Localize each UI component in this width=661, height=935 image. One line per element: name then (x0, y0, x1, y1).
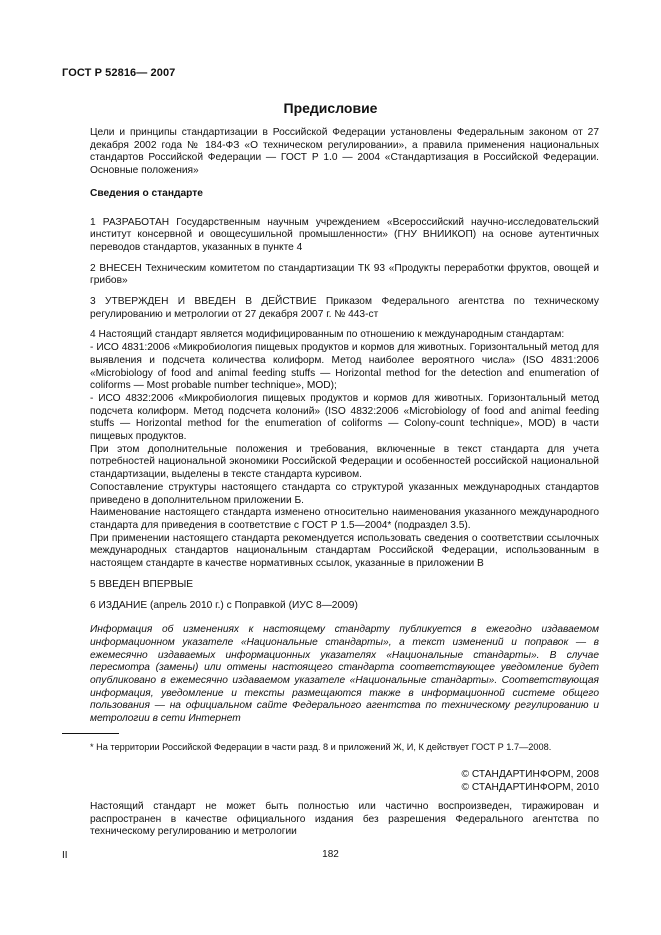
item-4-additions: При этом дополнительные положения и требования, включенные в текст стандарта для учета потребностей национальной экономики Российской Федерации и особенностей российской национальной стандартизации, выделены в тексте стандарта курсивом. (90, 443, 599, 481)
standard-code: ГОСТ Р 52816— 2007 (62, 67, 176, 79)
preface-body (90, 127, 599, 726)
item-1: 1 РАЗРАБОТАН Государственным научным учреждением «Всероссийский научно-исследовательский институт консервной и овощесушильной промышленности» (ГНУ ВНИИКОП) на основе аутентичных переводов стандартов, указанных в пункте 4 (90, 216, 599, 253)
copyright-line-2008: © СТАНДАРТИНФОРМ, 2008 (461, 769, 599, 780)
item-4-references: При применении настоящего стандарта рекомендуется использовать сведения о соответствии ссылочных международных стандартов национальным стандартам Российской Федерации, использованным в настоящем стандарте в качестве нормативных ссылок, указанные в приложении В (90, 532, 599, 570)
item-4-comparison: Сопоставление структуры настоящего стандарта со структурой указанных международных стандартов приведено в дополнительном приложении Б. (90, 481, 599, 506)
item-2: 2 ВНЕСЕН Техническим комитетом по стандартизации ТК 93 «Продукты переработки фруктов, овощей и грибов» (90, 262, 599, 287)
footnote: * На территории Российской Федерации в части разд. 8 и приложений Ж, И, К действует ГОСТ Р 1.7—2008. (90, 742, 552, 752)
item-5: 5 ВВЕДЕН ВПЕРВЫЕ (90, 578, 194, 590)
intro-paragraph: Цели и принципы стандартизации в Российской Федерации установлены Федеральным законом от 27 декабря 2002 года № 184-ФЗ «О техническом регулировании», а правила применения национальных стандартов Российской Федерации — ГОСТ Р 1.0 — 2004 «Стандартизация в Российской Федерации. Основные положения» (90, 127, 599, 177)
page-number: 182 (322, 849, 339, 860)
copyright-line-2010: © СТАНДАРТИНФОРМ, 2010 (461, 782, 599, 793)
item-6: 6 ИЗДАНИЕ (апрель 2010 г.) с Поправкой (ИУС 8—2009) (90, 599, 358, 611)
reproduction-notice: Настоящий стандарт не может быть полностью или частично воспроизведен, тиражирован и распространен в качестве официального издания без разрешения Федерального агентства по техническому регулированию и метрологии (90, 801, 599, 838)
section-heading: Сведения о стандарте (90, 187, 203, 199)
item-4: 4 Настоящий стандарт является модифицированным по отношению к международным стандартам: (90, 329, 565, 341)
changes-information: Информация об изменениях к настоящему стандарту публикуется в ежегодно издаваемом информационном указателе «Национальные стандарты», а текст изменений и поправок — в ежемесячно издаваемых информационных указателях «Национальные стандарты». В случае пересмотра (замены) или отмены настоящего стандарта соответствующее уведомление будет опубликовано в ежемесячно издаваемом указателе «Национальные стандарты». Соответствующая информация, уведомление и тексты размещаются также в информационной системе общего пользования — на официальном сайте Федерального агентства по техническому регулированию и метрологии в сети Интернет (90, 624, 599, 725)
copyright-block (462, 768, 600, 794)
item-4-iso4831: - ИСО 4831:2006 «Микробиология пищевых продуктов и кормов для животных. Горизонтальный метод для выявления и подсчета количества колиформ. Метод наиболее вероятного числа» (ISO 4831:2006 «Microbiology of food and animal feeding stuffs — Horizontal method for the detection and enumeration of coliforms — Most probable number technique», MOD); (90, 342, 599, 392)
page-title: Предисловие (283, 100, 378, 116)
item-4-iso4832: - ИСО 4832:2006 «Микробиология пищевых продуктов и кормов для животных. Горизонтальный метод подсчета колиформ. Метод подсчета колоний» (ISO 4832:2006 «Microbiology of food and animal feeding stuffs — Horizontal method for the enumeration of coliforms — Colony-count technique», MOD) в части пищевых продуктов. (90, 392, 599, 443)
item-3: 3 УТВЕРЖДЕН И ВВЕДЕН В ДЕЙСТВИЕ Приказом Федерального агентства по техническому регулированию и метрологии от 27 декабря 2007 г. № 443-ст (90, 296, 599, 320)
footnote-divider (62, 733, 119, 734)
item-4-name-change: Наименование настоящего стандарта изменено относительно наименования указанного международного стандарта для приведения в соответствие с ГОСТ Р 1.5—2004* (подраздел 3.5). (90, 507, 599, 531)
roman-page-marker: II (62, 850, 68, 861)
